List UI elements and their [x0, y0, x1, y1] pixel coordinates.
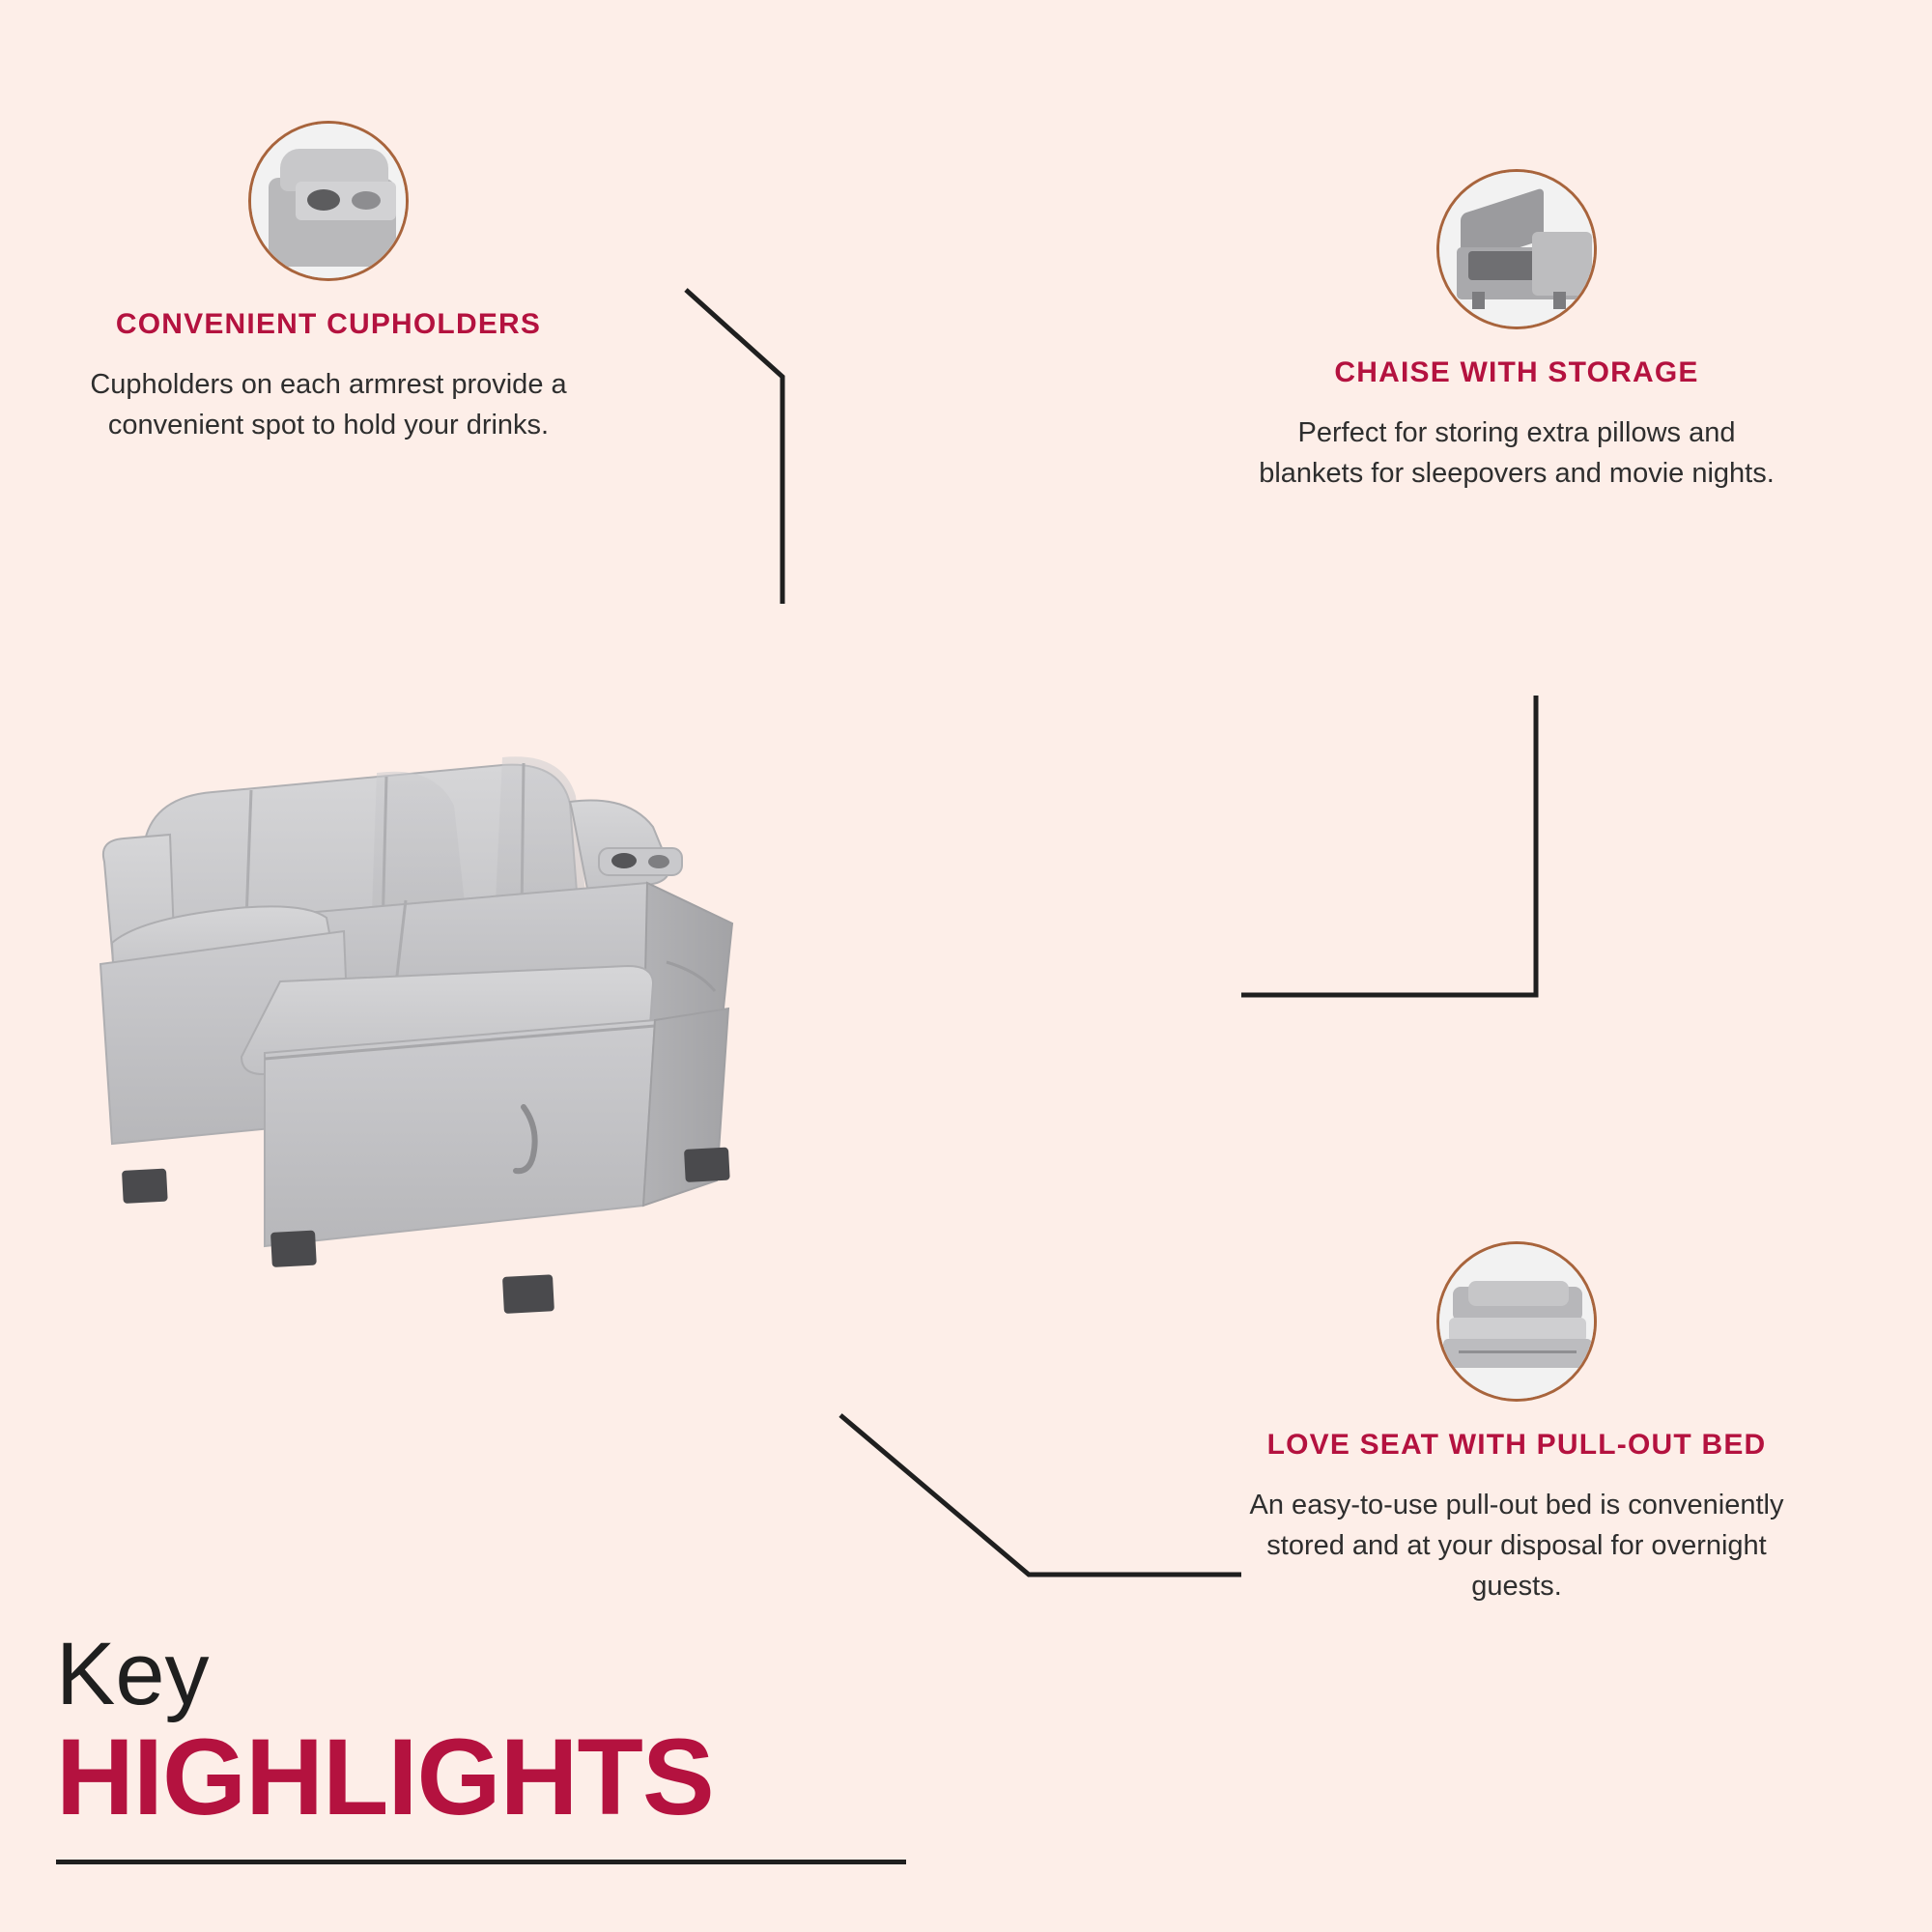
feature-cupholders	[77, 121, 580, 445]
product-image	[87, 734, 1014, 1391]
feature-body: An easy-to-use pull-out bed is conveniently stored and at your disposal for overnight guests.	[1249, 1489, 1784, 1602]
feature-title: LOVE SEAT WITH PULL-OUT BED	[1266, 1429, 1767, 1461]
footer-rule	[56, 1860, 906, 1864]
feature-title: CONVENIENT CUPHOLDERS	[115, 308, 542, 340]
feature-pull-out-bed	[1246, 1241, 1787, 1606]
feature-chaise-storage	[1246, 169, 1787, 494]
cupholder-icon	[248, 121, 409, 281]
footer-key-word: Key	[56, 1625, 210, 1723]
storage-icon	[1436, 169, 1597, 329]
feature-title: CHAISE WITH STORAGE	[1334, 356, 1699, 388]
footer-highlights-word: HIGHLIGHTS	[56, 1717, 714, 1838]
pull-out-bed-icon	[1436, 1241, 1597, 1402]
footer	[56, 1625, 925, 1864]
feature-body: Cupholders on each armrest provide a convenient spot to hold your drinks.	[90, 368, 567, 440]
feature-body: Perfect for storing extra pillows and blankets for sleepovers and movie nights.	[1259, 416, 1775, 489]
